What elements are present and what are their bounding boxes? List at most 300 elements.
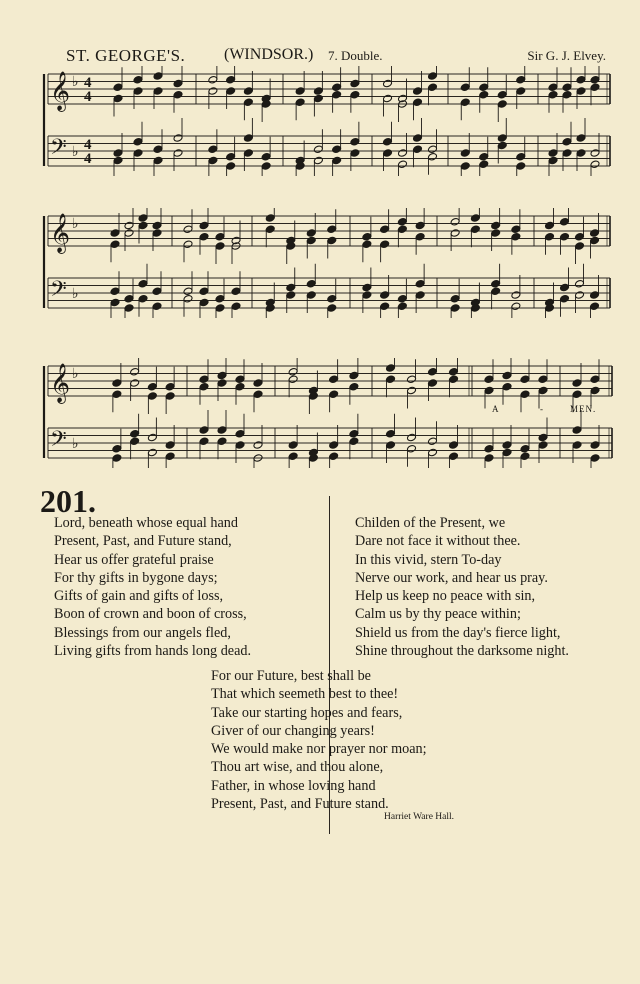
note-head bbox=[502, 382, 512, 391]
verse-line: Present, Past, and Future stand. bbox=[211, 796, 389, 813]
note-head bbox=[428, 437, 438, 446]
note-head bbox=[548, 83, 558, 92]
note-head bbox=[173, 134, 183, 143]
flat-sign-icon: ♭ bbox=[72, 287, 79, 302]
note-head bbox=[398, 149, 408, 158]
verse-line: Help us keep no peace with sin, bbox=[355, 588, 536, 605]
note-head bbox=[288, 375, 298, 384]
note-head bbox=[110, 298, 120, 307]
verse-line: Childen of the Present, we bbox=[355, 515, 506, 531]
note-head bbox=[590, 160, 600, 169]
note-head bbox=[502, 448, 512, 457]
verse-line: In this vivid, stern To-day bbox=[355, 551, 502, 568]
note-head bbox=[199, 298, 209, 307]
note-head bbox=[165, 441, 175, 450]
note-head bbox=[332, 83, 342, 92]
note-head bbox=[215, 294, 225, 303]
note-head bbox=[350, 137, 360, 146]
note-head bbox=[130, 367, 140, 376]
note-head bbox=[208, 145, 218, 154]
note-head bbox=[383, 149, 393, 158]
verse-line: Lord, beneath whose equal hand bbox=[54, 515, 238, 531]
hymn-number: 201. bbox=[40, 483, 96, 519]
note-head bbox=[548, 149, 558, 158]
note-head bbox=[226, 162, 236, 171]
note-head bbox=[153, 87, 163, 96]
note-head bbox=[306, 236, 316, 245]
note-head bbox=[113, 83, 123, 92]
note-head bbox=[511, 232, 521, 241]
note-head bbox=[548, 156, 558, 165]
stanza-3 bbox=[211, 667, 427, 813]
note-head bbox=[130, 437, 140, 446]
note-head bbox=[124, 294, 134, 303]
note-head bbox=[124, 304, 134, 313]
note-head bbox=[398, 160, 408, 169]
note-head bbox=[261, 152, 271, 161]
note-head bbox=[397, 217, 407, 226]
note-head bbox=[362, 291, 372, 300]
note-head bbox=[349, 437, 359, 446]
time-signature-digit: 4 bbox=[84, 75, 92, 91]
note-head bbox=[306, 291, 316, 300]
verse-line: Dare not face it without thee. bbox=[355, 533, 521, 550]
note-head bbox=[449, 452, 459, 461]
note-head bbox=[362, 232, 372, 241]
note-head bbox=[147, 382, 157, 391]
note-head bbox=[183, 287, 193, 296]
note-head bbox=[217, 437, 227, 446]
note-head bbox=[562, 90, 572, 99]
note-head bbox=[165, 382, 175, 391]
note-head bbox=[502, 371, 512, 380]
staff-svg bbox=[0, 66, 640, 176]
note-head bbox=[327, 304, 337, 313]
note-head bbox=[575, 232, 585, 241]
note-head bbox=[590, 454, 600, 463]
note-head bbox=[313, 94, 323, 103]
note-head bbox=[327, 294, 337, 303]
note-head bbox=[183, 294, 193, 303]
note-head bbox=[545, 221, 555, 230]
note-head bbox=[428, 72, 438, 81]
note-head bbox=[138, 214, 148, 223]
note-head bbox=[545, 232, 555, 241]
note-head bbox=[516, 87, 526, 96]
note-head bbox=[362, 283, 372, 292]
amen-syllable: - bbox=[540, 404, 543, 414]
note-head bbox=[173, 79, 183, 88]
note-head bbox=[590, 302, 600, 311]
note-head bbox=[306, 229, 316, 238]
note-head bbox=[199, 221, 209, 230]
note-head bbox=[548, 90, 558, 99]
note-head bbox=[413, 87, 423, 96]
note-head bbox=[484, 386, 494, 395]
note-head bbox=[428, 145, 438, 154]
note-head bbox=[261, 162, 271, 171]
note-head bbox=[449, 375, 459, 384]
note-head bbox=[243, 149, 253, 158]
verse-line: Giver of our changing years! bbox=[211, 722, 375, 739]
note-head bbox=[415, 279, 425, 288]
verse-line: Present, Past, and Future stand, bbox=[54, 533, 232, 550]
time-signature-digit: 4 bbox=[84, 89, 92, 105]
note-head bbox=[562, 149, 572, 158]
note-head bbox=[349, 382, 359, 391]
note-head bbox=[484, 375, 494, 384]
note-head bbox=[380, 240, 390, 249]
note-head bbox=[520, 444, 530, 453]
verse-line: Shield us from the day's fierce light, bbox=[355, 624, 561, 641]
note-head bbox=[413, 98, 423, 107]
note-head bbox=[470, 225, 480, 234]
verse-line: Boon of crown and boon of cross, bbox=[54, 606, 247, 623]
treble-clef-icon: 𝄞 bbox=[50, 73, 71, 110]
note-head bbox=[147, 433, 157, 442]
stanza-1 bbox=[54, 514, 251, 660]
note-head bbox=[479, 83, 489, 92]
verse-line: Calm us by thy peace within; bbox=[355, 606, 521, 623]
note-head bbox=[217, 371, 227, 380]
note-head bbox=[231, 302, 241, 311]
note-head bbox=[113, 149, 123, 158]
note-head bbox=[112, 454, 122, 463]
note-head bbox=[413, 134, 423, 143]
note-head bbox=[138, 294, 148, 303]
note-head bbox=[415, 221, 425, 230]
verse-line: Living gifts from hands long dead. bbox=[54, 643, 252, 660]
note-head bbox=[349, 371, 359, 380]
note-head bbox=[576, 134, 586, 143]
verse-line: Gifts of gain and gifts of loss, bbox=[54, 588, 224, 605]
note-head bbox=[538, 441, 548, 450]
amen-syllable: A bbox=[492, 404, 500, 414]
note-head bbox=[386, 429, 396, 438]
note-head bbox=[590, 441, 600, 450]
note-head bbox=[152, 287, 162, 296]
note-head bbox=[313, 145, 323, 154]
note-head bbox=[173, 149, 183, 158]
note-head bbox=[572, 379, 582, 388]
note-head bbox=[253, 379, 263, 388]
verse-line: For our Future, best shall be bbox=[211, 668, 371, 684]
note-head bbox=[165, 452, 175, 461]
note-head bbox=[226, 152, 236, 161]
note-head bbox=[133, 87, 143, 96]
note-head bbox=[332, 90, 342, 99]
note-head bbox=[235, 441, 245, 450]
note-head bbox=[407, 375, 417, 384]
note-head bbox=[511, 302, 521, 311]
note-head bbox=[572, 441, 582, 450]
note-head bbox=[112, 390, 122, 399]
note-head bbox=[208, 75, 218, 84]
note-head bbox=[460, 98, 470, 107]
note-head bbox=[110, 240, 120, 249]
note-head bbox=[383, 79, 393, 88]
note-head bbox=[576, 75, 586, 84]
note-head bbox=[243, 87, 253, 96]
note-head bbox=[199, 437, 209, 446]
note-head bbox=[112, 444, 122, 453]
note-head bbox=[327, 236, 337, 245]
note-head bbox=[329, 375, 339, 384]
note-head bbox=[153, 156, 163, 165]
note-head bbox=[199, 287, 209, 296]
treble-clef-icon: 𝄞 bbox=[50, 365, 71, 402]
note-head bbox=[428, 379, 438, 388]
note-head bbox=[153, 72, 163, 81]
note-head bbox=[231, 287, 241, 296]
note-head bbox=[590, 83, 600, 92]
verse-line: Hear us offer grateful praise bbox=[54, 551, 214, 568]
note-head bbox=[502, 441, 512, 450]
verse-line: Thou art wise, and thou alone, bbox=[211, 759, 384, 776]
tune-composer: Sir G. J. Elvey. bbox=[527, 48, 606, 63]
note-head bbox=[380, 291, 390, 300]
note-head bbox=[380, 302, 390, 311]
note-head bbox=[215, 304, 225, 313]
note-head bbox=[199, 382, 209, 391]
note-head bbox=[265, 214, 275, 223]
note-head bbox=[350, 149, 360, 158]
note-head bbox=[497, 134, 507, 143]
note-head bbox=[415, 232, 425, 241]
note-head bbox=[460, 162, 470, 171]
note-head bbox=[538, 386, 548, 395]
note-head bbox=[460, 83, 470, 92]
note-head bbox=[313, 156, 323, 165]
note-head bbox=[590, 386, 600, 395]
tune-alt-name: (WINDSOR.) bbox=[224, 46, 314, 63]
note-head bbox=[350, 79, 360, 88]
note-head bbox=[428, 83, 438, 92]
note-head bbox=[479, 160, 489, 169]
note-head bbox=[479, 152, 489, 161]
note-head bbox=[153, 145, 163, 154]
note-head bbox=[113, 94, 123, 103]
note-head bbox=[407, 433, 417, 442]
music-system-1 bbox=[0, 66, 640, 176]
note-head bbox=[112, 379, 122, 388]
note-head bbox=[520, 452, 530, 461]
amen-syllable: MEN. bbox=[570, 404, 597, 414]
note-head bbox=[590, 229, 600, 238]
note-head bbox=[147, 392, 157, 401]
note-head bbox=[572, 390, 582, 399]
note-head bbox=[511, 225, 521, 234]
note-head bbox=[288, 441, 298, 450]
note-head bbox=[253, 390, 263, 399]
note-head bbox=[138, 221, 148, 230]
note-head bbox=[538, 375, 548, 384]
note-head bbox=[329, 390, 339, 399]
note-head bbox=[124, 229, 134, 238]
note-head bbox=[313, 87, 323, 96]
amen-lyrics bbox=[0, 404, 640, 418]
tune-meter: 7. Double. bbox=[328, 48, 383, 63]
verse-line: Father, in whose loving hand bbox=[211, 777, 376, 794]
note-head bbox=[286, 291, 296, 300]
note-head bbox=[183, 225, 193, 234]
note-head bbox=[407, 444, 417, 453]
flat-sign-icon: ♭ bbox=[72, 75, 79, 90]
note-head bbox=[562, 137, 572, 146]
note-head bbox=[138, 279, 148, 288]
bass-clef-icon: 𝄢 bbox=[50, 427, 67, 456]
note-head bbox=[590, 236, 600, 245]
verse-line: That which seemeth best to thee! bbox=[211, 686, 399, 703]
note-head bbox=[491, 221, 501, 230]
note-head bbox=[491, 229, 501, 238]
note-head bbox=[386, 364, 396, 373]
note-head bbox=[470, 214, 480, 223]
note-head bbox=[397, 225, 407, 234]
note-head bbox=[306, 279, 316, 288]
note-head bbox=[208, 156, 218, 165]
note-head bbox=[133, 75, 143, 84]
note-head bbox=[560, 217, 570, 226]
note-head bbox=[226, 75, 236, 84]
note-head bbox=[124, 221, 134, 230]
note-head bbox=[479, 90, 489, 99]
verse-line: Nerve our work, and hear us pray. bbox=[355, 569, 548, 586]
note-head bbox=[560, 294, 570, 303]
flat-sign-icon: ♭ bbox=[72, 145, 79, 160]
note-head bbox=[538, 433, 548, 442]
note-head bbox=[350, 90, 360, 99]
note-head bbox=[560, 283, 570, 292]
note-head bbox=[572, 426, 582, 435]
note-head bbox=[110, 287, 120, 296]
note-head bbox=[428, 152, 438, 161]
note-head bbox=[113, 156, 123, 165]
note-head bbox=[397, 294, 407, 303]
verse-line: For thy gifts in bygone days; bbox=[54, 569, 218, 586]
note-head bbox=[243, 134, 253, 143]
note-head bbox=[226, 87, 236, 96]
note-head bbox=[450, 229, 460, 238]
note-head bbox=[575, 242, 585, 251]
note-head bbox=[199, 232, 209, 241]
note-head bbox=[253, 441, 263, 450]
note-head bbox=[235, 375, 245, 384]
note-head bbox=[208, 87, 218, 96]
note-head bbox=[152, 221, 162, 230]
note-head bbox=[590, 75, 600, 84]
note-head bbox=[590, 149, 600, 158]
note-head bbox=[243, 98, 253, 107]
note-head bbox=[152, 302, 162, 311]
bass-clef-icon: 𝄢 bbox=[50, 135, 67, 164]
note-head bbox=[590, 291, 600, 300]
note-head bbox=[383, 137, 393, 146]
note-head bbox=[428, 448, 438, 457]
note-head bbox=[484, 454, 494, 463]
note-head bbox=[265, 225, 275, 234]
tune-name: ST. GEORGE'S. bbox=[66, 46, 186, 65]
stanza-2 bbox=[355, 514, 569, 660]
verse-line: Take our starting hopes and fears, bbox=[211, 704, 403, 721]
flat-sign-icon: ♭ bbox=[72, 437, 79, 452]
note-head bbox=[497, 100, 507, 109]
note-head bbox=[516, 162, 526, 171]
music-system-2 bbox=[0, 208, 640, 318]
note-head bbox=[386, 441, 396, 450]
note-head bbox=[295, 87, 305, 96]
note-head bbox=[428, 367, 438, 376]
note-head bbox=[215, 232, 225, 241]
note-head bbox=[217, 426, 227, 435]
note-head bbox=[450, 217, 460, 226]
note-head bbox=[295, 98, 305, 107]
note-head bbox=[215, 242, 225, 251]
note-head bbox=[450, 304, 460, 313]
note-head bbox=[562, 83, 572, 92]
note-head bbox=[386, 375, 396, 384]
note-head bbox=[199, 375, 209, 384]
note-head bbox=[286, 283, 296, 292]
note-head bbox=[449, 441, 459, 450]
note-head bbox=[576, 149, 586, 158]
note-head bbox=[397, 302, 407, 311]
note-head bbox=[450, 294, 460, 303]
note-head bbox=[516, 152, 526, 161]
note-head bbox=[520, 390, 530, 399]
note-head bbox=[235, 429, 245, 438]
note-head bbox=[329, 452, 339, 461]
note-head bbox=[407, 386, 417, 395]
note-head bbox=[183, 240, 193, 249]
note-head bbox=[147, 448, 157, 457]
note-head bbox=[497, 141, 507, 150]
note-head bbox=[575, 291, 585, 300]
note-head bbox=[380, 225, 390, 234]
verse-line: We would make nor prayer nor moan; bbox=[211, 741, 427, 758]
note-head bbox=[173, 90, 183, 99]
note-head bbox=[484, 444, 494, 453]
note-head bbox=[217, 379, 227, 388]
note-head bbox=[383, 94, 393, 103]
time-signature-digit: 4 bbox=[84, 137, 92, 153]
note-head bbox=[130, 429, 140, 438]
note-head bbox=[332, 145, 342, 154]
staff-svg bbox=[0, 208, 640, 318]
note-head bbox=[133, 137, 143, 146]
note-head bbox=[590, 375, 600, 384]
note-head bbox=[165, 392, 175, 401]
note-head bbox=[576, 87, 586, 96]
flat-sign-icon: ♭ bbox=[72, 367, 79, 382]
hymn-author: Harriet Ware Hall. bbox=[384, 812, 455, 822]
note-head bbox=[349, 429, 359, 438]
note-head bbox=[460, 149, 470, 158]
note-head bbox=[130, 379, 140, 388]
note-head bbox=[520, 375, 530, 384]
note-head bbox=[329, 441, 339, 450]
verse-line: Blessings from our angels fled, bbox=[54, 624, 231, 641]
treble-clef-icon: 𝄞 bbox=[50, 215, 71, 252]
note-head bbox=[491, 287, 501, 296]
time-signature-digit: 4 bbox=[84, 151, 92, 167]
note-head bbox=[133, 149, 143, 158]
tune-header bbox=[0, 46, 640, 68]
note-head bbox=[327, 225, 337, 234]
note-head bbox=[288, 452, 298, 461]
note-head bbox=[199, 426, 209, 435]
note-head bbox=[575, 279, 585, 288]
